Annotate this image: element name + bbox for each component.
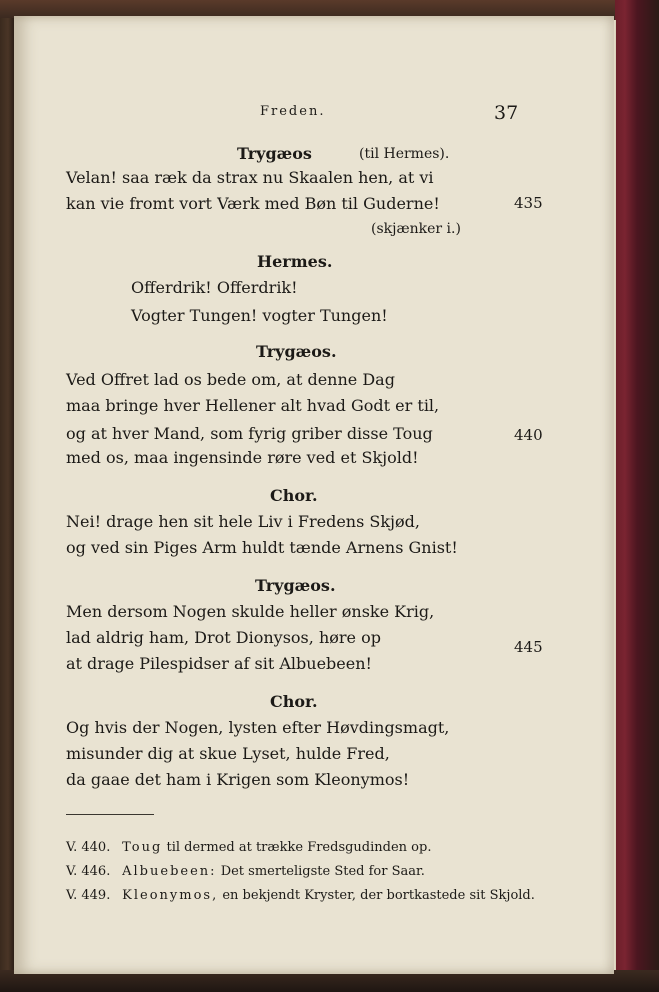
footnote-divider [66, 814, 154, 815]
footnote-text: til dermed at trække Fredsgudinden op. [166, 840, 432, 855]
verse-line: misunder dig at skue Lyset, hulde Fred, [66, 744, 390, 763]
running-head: Freden. [260, 104, 326, 119]
footnote-term: Kleonymos, [122, 888, 219, 903]
footnote-ref: V. 449. [66, 888, 111, 903]
verse-line: Og hvis der Nogen, lysten efter Høvdingsmagt, [66, 718, 450, 737]
line-number: 445 [514, 638, 543, 656]
verse-line: Velan! saa ræk da strax nu Skaalen hen, at vi [66, 168, 434, 187]
verse-line: med os, maa ingensinde røre ved et Skjold! [66, 448, 419, 467]
verse-line: da gaae det ham i Krigen som Kleonymos! [66, 770, 410, 789]
speaker-name: Trygæos [237, 144, 312, 163]
speaker-name: Chor. [270, 486, 318, 505]
verse-line: lad aldrig ham, Drot Dionysos, høre op [66, 628, 381, 647]
footnote-term: Albuebeen: [122, 864, 217, 879]
book-page [14, 16, 614, 974]
verse-line: Men dersom Nogen skulde heller ønske Krig, [66, 602, 435, 621]
verse-line: Nei! drage hen sit hele Liv i Fredens Skjød, [66, 512, 420, 531]
footnote-text: Det smerteligste Sted for Saar. [220, 864, 425, 879]
verse-line: Vogter Tungen! vogter Tungen! [131, 306, 388, 325]
verse-line: Ved Offret lad os bede om, at denne Dag [66, 370, 395, 389]
verse-line: at drage Pilespidser af sit Albuebeen! [66, 654, 372, 673]
footnote [66, 888, 535, 903]
footnote-term: Toug [122, 840, 163, 855]
verse-line: og ved sin Piges Arm huldt tænde Arnens Gnist! [66, 538, 458, 557]
footnote [66, 840, 431, 855]
line-number: 440 [514, 426, 543, 444]
footnote-text: en bekjendt Kryster, der bortkastede sit Skjold. [222, 888, 535, 903]
line-number: 435 [514, 194, 543, 212]
verse-line: og at hver Mand, som fyrig griber disse Toug [66, 424, 433, 443]
stage-direction: (til Hermes). [359, 146, 450, 162]
page-number: 37 [494, 102, 519, 124]
verse-line: Offerdrik! Offerdrik! [131, 278, 298, 297]
verse-line: kan vie fromt vort Værk med Bøn til Guderne! [66, 194, 440, 213]
speaker-name: Trygæos. [256, 342, 337, 361]
footnote-ref: V. 440. [66, 840, 111, 855]
speaker-name: Chor. [270, 692, 318, 711]
stage-direction: (skjænker i.) [371, 221, 461, 237]
verse-line: maa bringe hver Hellener alt hvad Godt er til, [66, 396, 440, 415]
speaker-name: Trygæos. [255, 576, 336, 595]
speaker-name: Hermes. [257, 252, 333, 271]
footnote [66, 864, 425, 879]
book-cover-edge [615, 0, 659, 992]
footnote-ref: V. 446. [66, 864, 111, 879]
